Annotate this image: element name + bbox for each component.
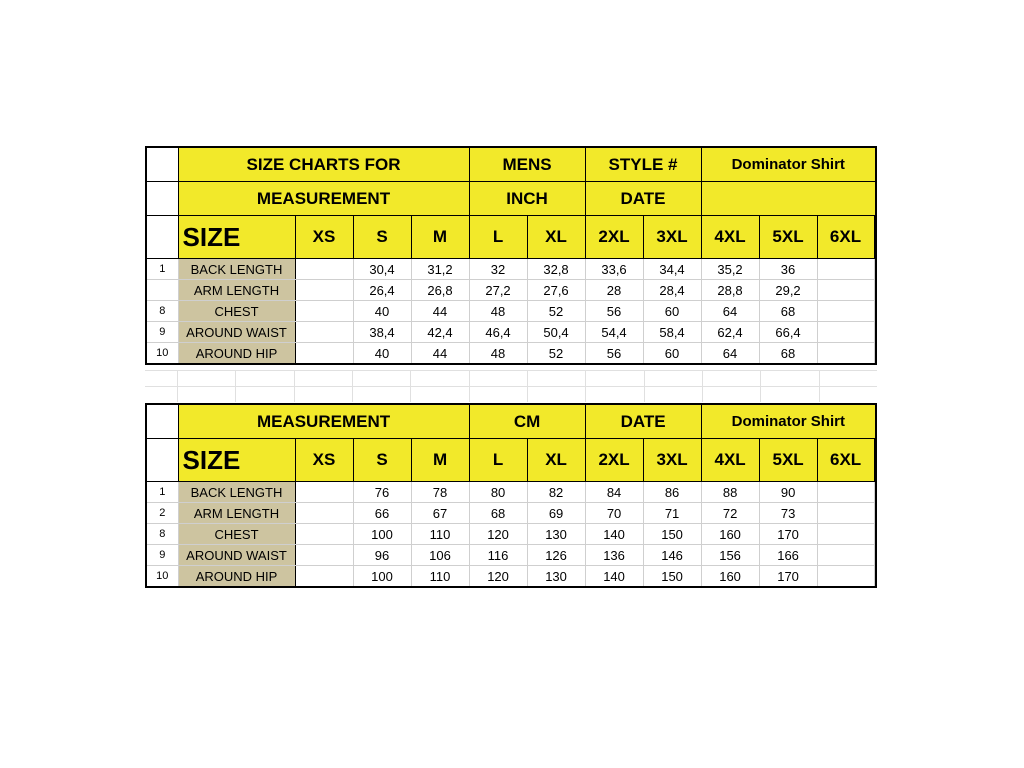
date-label: DATE xyxy=(585,404,701,439)
row-number: 8 xyxy=(146,301,178,322)
size-chart-cm-table xyxy=(145,403,877,588)
row-num-cell xyxy=(146,182,178,216)
size-xl: XL xyxy=(527,439,585,482)
measurement-value: 27,2 xyxy=(469,280,527,301)
measurement-value: 80 xyxy=(469,482,527,503)
measurement-value: 82 xyxy=(527,482,585,503)
size-3xl: 3XL xyxy=(643,216,701,259)
measurement-value: 86 xyxy=(643,482,701,503)
measurement-value: 29,2 xyxy=(759,280,817,301)
table-row xyxy=(146,566,876,588)
size-heading: SIZE xyxy=(178,216,295,259)
measurement-value xyxy=(295,503,353,524)
measurement-value: 26,8 xyxy=(411,280,469,301)
size-xs: XS xyxy=(295,216,353,259)
size-s: S xyxy=(353,439,411,482)
row-number: 10 xyxy=(146,566,178,588)
gender-label: MENS xyxy=(469,147,585,182)
measurement-name: ARM LENGTH xyxy=(178,503,295,524)
size-m: M xyxy=(411,216,469,259)
measurement-value: 120 xyxy=(469,524,527,545)
measurement-value: 90 xyxy=(759,482,817,503)
measurement-value: 56 xyxy=(585,301,643,322)
measurement-label: MEASUREMENT xyxy=(178,404,469,439)
table-row xyxy=(146,301,876,322)
measurement-value: 66,4 xyxy=(759,322,817,343)
measurement-label: MEASUREMENT xyxy=(178,182,469,216)
unit-label: CM xyxy=(469,404,585,439)
measurement-value xyxy=(295,566,353,588)
unit-label: INCH xyxy=(469,182,585,216)
measurement-value: 140 xyxy=(585,566,643,588)
measurement-value xyxy=(817,545,874,566)
row-number: 9 xyxy=(146,545,178,566)
measurement-value: 72 xyxy=(701,503,759,524)
measurement-value: 160 xyxy=(701,524,759,545)
size-5xl: 5XL xyxy=(759,439,817,482)
table-row xyxy=(146,524,876,545)
inch-measurement-rows xyxy=(146,259,876,365)
measurement-value xyxy=(295,343,353,365)
date-label: DATE xyxy=(585,182,701,216)
size-4xl: 4XL xyxy=(701,216,759,259)
measurement-name: ARM LENGTH xyxy=(178,280,295,301)
measurement-name: CHEST xyxy=(178,301,295,322)
measurement-name: CHEST xyxy=(178,524,295,545)
table-row xyxy=(146,280,876,301)
measurement-value: 58,4 xyxy=(643,322,701,343)
measurement-value: 88 xyxy=(701,482,759,503)
row-num-cell xyxy=(146,147,178,182)
row-number xyxy=(146,280,178,301)
measurement-value: 130 xyxy=(527,566,585,588)
inch-header-row-1 xyxy=(146,147,876,182)
measurement-value: 44 xyxy=(411,343,469,365)
measurement-value xyxy=(295,482,353,503)
measurement-value xyxy=(295,280,353,301)
measurement-value xyxy=(295,524,353,545)
measurement-value: 78 xyxy=(411,482,469,503)
size-2xl: 2XL xyxy=(585,216,643,259)
measurement-value: 84 xyxy=(585,482,643,503)
measurement-value: 28 xyxy=(585,280,643,301)
inch-header-row-2 xyxy=(146,182,876,216)
row-num-cell xyxy=(146,404,178,439)
measurement-value xyxy=(817,322,874,343)
size-xs: XS xyxy=(295,439,353,482)
measurement-value xyxy=(817,482,874,503)
measurement-value: 170 xyxy=(759,524,817,545)
measurement-value: 110 xyxy=(411,524,469,545)
measurement-name: BACK LENGTH xyxy=(178,259,295,280)
measurement-value: 130 xyxy=(527,524,585,545)
measurement-value: 60 xyxy=(643,343,701,365)
table-row xyxy=(146,545,876,566)
table-row xyxy=(146,482,876,503)
size-l: L xyxy=(469,216,527,259)
measurement-value: 46,4 xyxy=(469,322,527,343)
measurement-value: 38,4 xyxy=(353,322,411,343)
measurement-value: 54,4 xyxy=(585,322,643,343)
row-number: 1 xyxy=(146,259,178,280)
measurement-value: 96 xyxy=(353,545,411,566)
measurement-value xyxy=(817,301,874,322)
size-2xl: 2XL xyxy=(585,439,643,482)
measurement-value: 66 xyxy=(353,503,411,524)
measurement-value: 160 xyxy=(701,566,759,588)
inch-size-row xyxy=(146,216,876,259)
measurement-value: 166 xyxy=(759,545,817,566)
measurement-value xyxy=(817,343,874,365)
measurement-value: 69 xyxy=(527,503,585,524)
measurement-name: AROUND WAIST xyxy=(178,545,295,566)
table-row xyxy=(146,503,876,524)
measurement-value xyxy=(817,503,874,524)
style-number-label: STYLE # xyxy=(585,147,701,182)
size-heading: SIZE xyxy=(178,439,295,482)
style-name: Dominator Shirt xyxy=(701,147,876,182)
cm-measurement-rows xyxy=(146,482,876,588)
measurement-value: 64 xyxy=(701,301,759,322)
measurement-value: 36 xyxy=(759,259,817,280)
size-charts-for-label: SIZE CHARTS FOR xyxy=(178,147,469,182)
measurement-value xyxy=(817,259,874,280)
measurement-value: 146 xyxy=(643,545,701,566)
style-name: Dominator Shirt xyxy=(701,404,876,439)
measurement-value: 32 xyxy=(469,259,527,280)
row-number: 8 xyxy=(146,524,178,545)
row-number: 10 xyxy=(146,343,178,365)
measurement-value: 62,4 xyxy=(701,322,759,343)
measurement-value: 48 xyxy=(469,301,527,322)
measurement-value: 140 xyxy=(585,524,643,545)
size-6xl: 6XL xyxy=(817,439,874,482)
row-number: 9 xyxy=(146,322,178,343)
measurement-value: 76 xyxy=(353,482,411,503)
measurement-value: 150 xyxy=(643,566,701,588)
measurement-value: 64 xyxy=(701,343,759,365)
measurement-value: 56 xyxy=(585,343,643,365)
measurement-value: 71 xyxy=(643,503,701,524)
measurement-value: 60 xyxy=(643,301,701,322)
measurement-value: 100 xyxy=(353,566,411,588)
measurement-value: 40 xyxy=(353,301,411,322)
measurement-value: 68 xyxy=(759,301,817,322)
measurement-value: 28,8 xyxy=(701,280,759,301)
measurement-value: 35,2 xyxy=(701,259,759,280)
measurement-value: 52 xyxy=(527,301,585,322)
measurement-value: 32,8 xyxy=(527,259,585,280)
measurement-value: 110 xyxy=(411,566,469,588)
size-5xl: 5XL xyxy=(759,216,817,259)
measurement-name: AROUND HIP xyxy=(178,566,295,588)
measurement-value: 31,2 xyxy=(411,259,469,280)
size-xl: XL xyxy=(527,216,585,259)
date-value xyxy=(701,182,876,216)
measurement-value: 30,4 xyxy=(353,259,411,280)
measurement-value xyxy=(295,322,353,343)
size-l: L xyxy=(469,439,527,482)
measurement-value: 116 xyxy=(469,545,527,566)
measurement-value: 67 xyxy=(411,503,469,524)
measurement-value: 34,4 xyxy=(643,259,701,280)
measurement-value: 52 xyxy=(527,343,585,365)
size-s: S xyxy=(353,216,411,259)
measurement-name: AROUND WAIST xyxy=(178,322,295,343)
measurement-value: 42,4 xyxy=(411,322,469,343)
size-3xl: 3XL xyxy=(643,439,701,482)
measurement-value xyxy=(817,524,874,545)
measurement-value: 120 xyxy=(469,566,527,588)
size-6xl: 6XL xyxy=(817,216,874,259)
measurement-value: 26,4 xyxy=(353,280,411,301)
empty-spreadsheet-rows xyxy=(145,370,877,402)
measurement-value xyxy=(817,280,874,301)
measurement-value: 126 xyxy=(527,545,585,566)
measurement-value: 136 xyxy=(585,545,643,566)
measurement-value: 100 xyxy=(353,524,411,545)
table-row xyxy=(146,322,876,343)
row-number: 1 xyxy=(146,482,178,503)
table-row xyxy=(146,259,876,280)
cm-size-row xyxy=(146,439,876,482)
measurement-value: 70 xyxy=(585,503,643,524)
measurement-value: 48 xyxy=(469,343,527,365)
row-num-cell xyxy=(146,439,178,482)
measurement-value xyxy=(295,545,353,566)
measurement-value: 156 xyxy=(701,545,759,566)
measurement-value: 68 xyxy=(469,503,527,524)
measurement-value: 150 xyxy=(643,524,701,545)
row-number: 2 xyxy=(146,503,178,524)
size-4xl: 4XL xyxy=(701,439,759,482)
table-row xyxy=(146,343,876,365)
cm-header-row-1 xyxy=(146,404,876,439)
measurement-name: AROUND HIP xyxy=(178,343,295,365)
size-m: M xyxy=(411,439,469,482)
measurement-value: 50,4 xyxy=(527,322,585,343)
measurement-name: BACK LENGTH xyxy=(178,482,295,503)
measurement-value: 68 xyxy=(759,343,817,365)
measurement-value xyxy=(295,259,353,280)
row-num-cell xyxy=(146,216,178,259)
measurement-value: 27,6 xyxy=(527,280,585,301)
measurement-value: 28,4 xyxy=(643,280,701,301)
size-chart-inch-table xyxy=(145,146,877,365)
measurement-value: 33,6 xyxy=(585,259,643,280)
measurement-value xyxy=(817,566,874,588)
measurement-value: 170 xyxy=(759,566,817,588)
measurement-value: 44 xyxy=(411,301,469,322)
measurement-value xyxy=(295,301,353,322)
measurement-value: 73 xyxy=(759,503,817,524)
measurement-value: 106 xyxy=(411,545,469,566)
measurement-value: 40 xyxy=(353,343,411,365)
